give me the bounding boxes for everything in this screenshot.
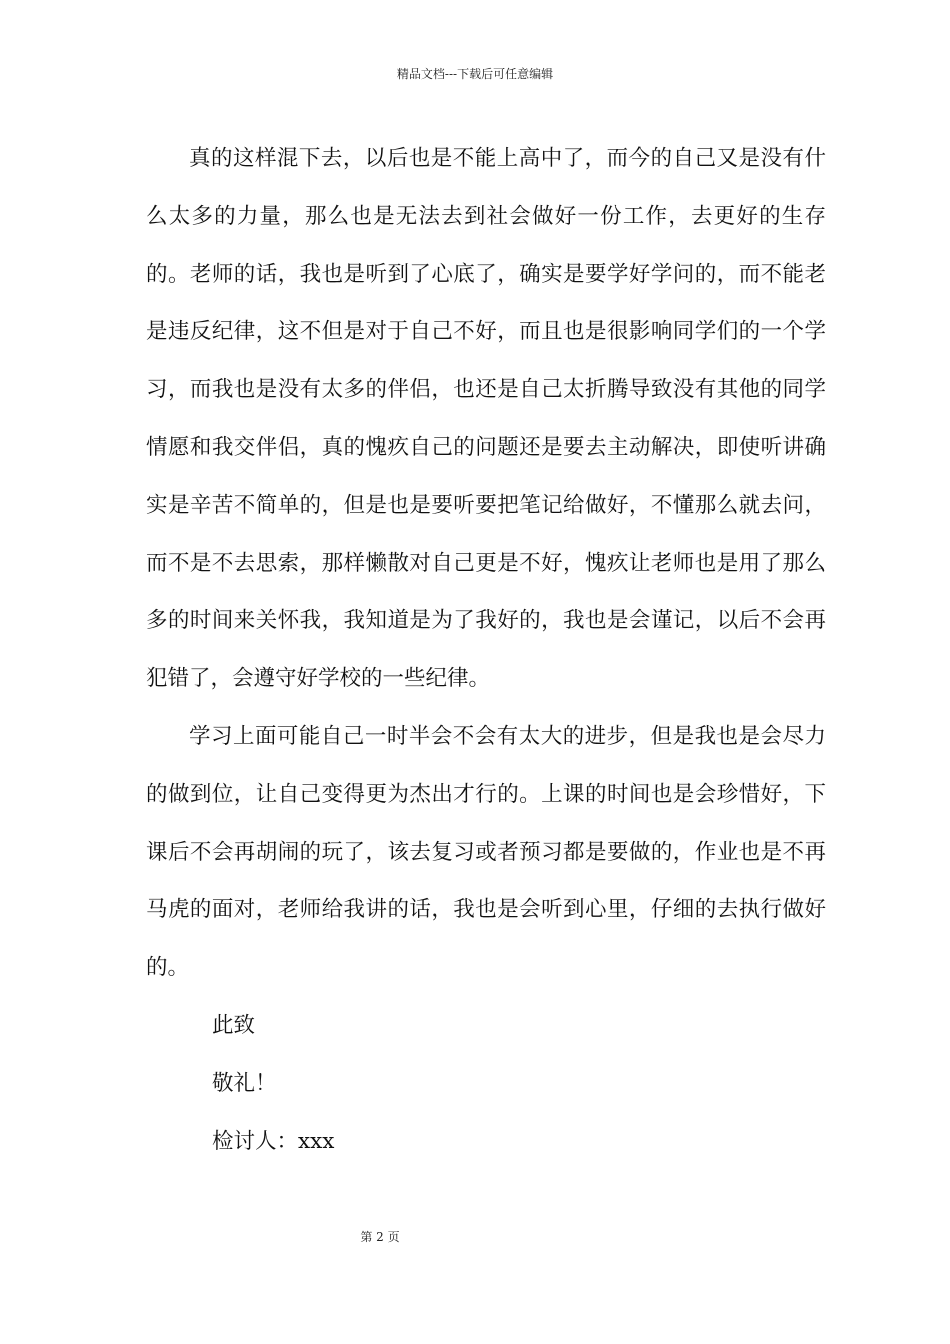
- closing-salutation: 此致: [212, 1012, 256, 1038]
- closing-regards: 敬礼！: [212, 1070, 277, 1096]
- paragraph-1: 真的这样混下去，以后也是不能上高中了，而今的自己又是没有什么太多的力量，那么也是无法去到社会做好一份工作，去更好的生存的。老师的话，我也是听到了心底了，确实是要学好学问的，而不能老是违反纪律，这不但是对于自己不好，而且也是很影响同学们的一个学习，而我也是没有太多的伴侣，也还是自己太折腾导致没有其他的同学情愿和我交伴侣，真的愧疚自己的问题还是要去主动解决，即使听讲确实是辛苦不简单的，但是也是要听要把笔记给做好，不懂那么就去问，而不是不去思索，那样懒散对自己更是不好，愧疚让老师也是用了那么多的时间来关怀我，我知道是为了我好的，我也是会谨记，以后不会再犯错了，会遵守好学校的一些纪律。: [146, 146, 826, 692]
- document-body: [146, 130, 826, 1170]
- page-header: 精品文档---下载后可任意编辑: [396, 67, 554, 81]
- page-number: 第 2 页: [360, 1230, 400, 1244]
- paragraph-2: 学习上面可能自己一时半会不会有太大的进步，但是我也是会尽力的做到位，让自己变得更为杰出才行的。上课的时间也是会珍惜好，下课后不会再胡闹的玩了，该去复习或者预习都是要做的，作业也是不再马虎的面对，老师给我讲的话，我也是会听到心里，仔细的去执行做好的。: [146, 723, 826, 981]
- signature-line: 检讨人：xxx: [212, 1128, 335, 1154]
